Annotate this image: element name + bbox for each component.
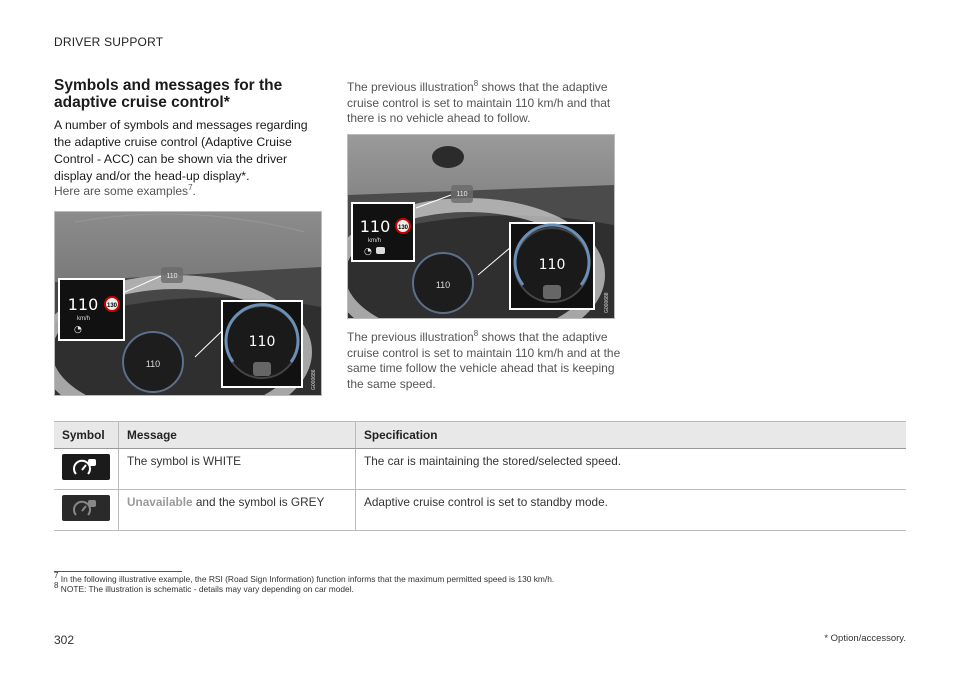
cruise-control-white-icon — [62, 454, 110, 480]
vehicle-ahead — [432, 146, 464, 168]
hud-unit: km/h — [77, 316, 91, 322]
small-gauge-speed: 110 — [145, 359, 161, 369]
message-text: and the symbol is GREY — [192, 495, 325, 509]
specification-cell: The car is maintaining the stored/selected speed. — [356, 449, 907, 490]
option-accessory-note: * Option/accessory. — [824, 633, 906, 644]
message-cell — [119, 490, 356, 531]
cruise-control-grey-icon — [62, 495, 110, 521]
examples-text: Here are some examples — [54, 184, 189, 198]
speed-sign-limit-right: 130 — [397, 225, 409, 231]
symbol-cell — [54, 490, 119, 531]
message-cell — [119, 449, 356, 490]
hud-callout-left — [59, 279, 124, 340]
hud-small-speed-right: 110 — [456, 191, 468, 198]
figure-code: G000686 — [311, 369, 317, 390]
dashboard-illustration-right — [348, 135, 614, 318]
hud-unit-right: km/h — [368, 238, 382, 244]
examples-period: . — [192, 184, 196, 198]
para2-text-b: shows that the adaptive cruise control is set to maintain 110 km/h and at the same time follow the vehicle ahead that is keeping the same speed. — [347, 330, 621, 391]
col-message: Message — [119, 422, 356, 449]
vehicle-ahead-icon — [253, 362, 271, 376]
section-header: DRIVER SUPPORT — [54, 35, 164, 49]
hud-small-speed: 110 — [166, 273, 178, 280]
para1-text-a: The previous illustration — [347, 80, 474, 94]
para1-text-b: shows that the adaptive cruise control is set to maintain 110 km/h and that there is no vehicle ahead to follow. — [347, 80, 611, 125]
intro-paragraph: A number of symbols and messages regarding the adaptive cruise control (Adaptive Cruise Control - ACC) can be shown via the driver display and/or the head-up display*. — [54, 118, 308, 183]
gauge-speed-right: 110 — [538, 257, 566, 273]
footnote-text: In the following illustrative example, the RSI (Road Sign Information) function informs that the maximum permitted speed is 130 km/h. — [58, 574, 555, 584]
page-number: 302 — [54, 633, 75, 647]
footnote-num: 8 — [54, 581, 59, 591]
footnote-ref-7: 7 — [188, 183, 193, 192]
footnote-ref-8-b: 8 — [473, 329, 479, 338]
gauge-callout-right — [510, 223, 594, 309]
figure-code-right: G000688 — [604, 292, 610, 313]
small-gauge-speed-right: 110 — [435, 280, 451, 290]
footnote-ref-8-a: 8 — [473, 79, 479, 88]
speed-sign-limit: 130 — [106, 303, 118, 309]
message-highlight: Unavailable — [127, 495, 193, 509]
col-specification: Specification — [356, 422, 907, 449]
footnote-num: 7 — [54, 571, 59, 581]
footnote-text: NOTE: The illustration is schematic - details may vary depending on car model. — [58, 584, 354, 594]
message-text: The symbol is WHITE — [127, 454, 242, 468]
symbol-cell — [54, 449, 119, 490]
para2-text-a: The previous illustration — [347, 330, 474, 344]
footnote-8 — [54, 581, 354, 594]
gauge-callout-left — [222, 301, 302, 387]
gauge-speed: 110 — [248, 334, 276, 350]
paragraph-no-vehicle — [347, 80, 627, 127]
dashboard-illustration-left — [55, 212, 321, 395]
examples-line — [54, 184, 196, 198]
col-symbol: Symbol — [54, 422, 119, 449]
footnote-rule — [54, 571, 182, 572]
vehicle-ahead-icon-right — [543, 285, 561, 299]
table-row — [54, 449, 906, 490]
specification-cell: Adaptive cruise control is set to standby mode. — [356, 490, 907, 531]
paragraph-follow-vehicle — [347, 330, 627, 392]
cruise-gauge-icon: ◔ — [74, 325, 82, 335]
table-row — [54, 490, 906, 531]
hud-speed: 110 — [67, 295, 99, 314]
illustration-cruise-follow-vehicle — [347, 134, 615, 319]
hud-speed-right: 110 — [359, 217, 391, 236]
symbol-message-table — [54, 421, 906, 531]
section-title: Symbols and messages for the adaptive cruise control* — [54, 77, 283, 111]
cruise-gauge-icon-right: ◔ — [364, 247, 372, 257]
table-header-row — [54, 422, 906, 449]
footnote-7 — [54, 571, 555, 584]
illustration-cruise-set-no-vehicle — [54, 211, 322, 396]
car-ahead-icon — [376, 247, 385, 254]
hud-callout-right — [352, 203, 414, 261]
